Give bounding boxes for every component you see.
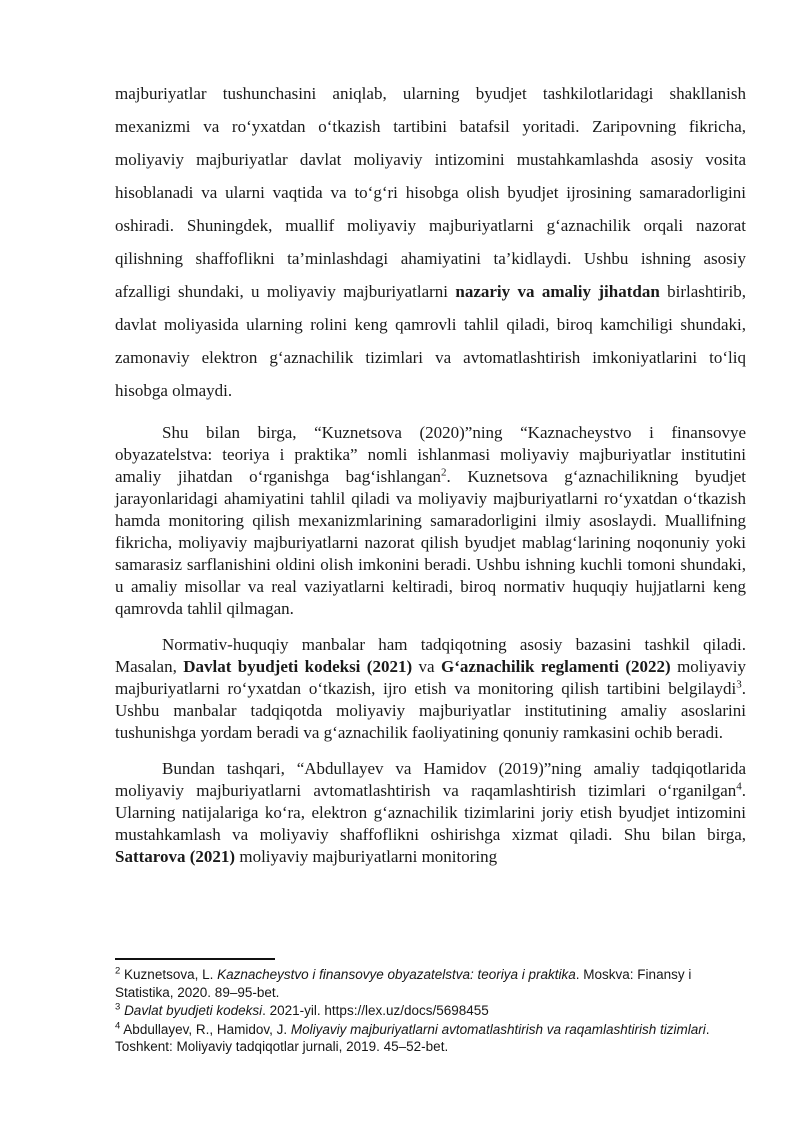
footnote-number: 3 <box>115 1001 121 1013</box>
bold-run: nazariy va amaliy jihatdan <box>455 282 660 301</box>
italic-title: Davlat byudjeti kodeksi <box>124 1003 263 1018</box>
text-run: . Moskva: Finansy i Statistika, 2020. 89–95-bet. <box>115 967 692 1000</box>
text-run: Kuznetsova, L. <box>120 967 218 982</box>
footnote-marker-3: 3 <box>736 678 742 691</box>
text-run: va <box>412 657 441 676</box>
paragraph-abdullayev <box>115 758 746 868</box>
footnote-marker-2: 2 <box>441 466 447 479</box>
footnote-2 <box>115 966 747 1001</box>
footnote-url: . 2021-yil. https://lex.uz/docs/5698455 <box>262 1003 489 1018</box>
bold-run: Davlat byudjeti kodeksi (2021) <box>183 657 413 676</box>
text-run: . Ushbu manbalar tadqiqotda moliyaviy majburiyatlar institutining amaliy asoslarini tushunishga yordam beradi va gʻaznachilik faoliyatining qonuniy ramkasini ochib beradi. <box>115 679 746 742</box>
document-body <box>115 77 746 882</box>
italic-title: Kaznacheystvo i finansovye obyazatelstva: teoriya i praktika <box>217 967 576 982</box>
text-run: . Ularning natijalariga koʻra, elektron gʻaznachilik tizimlarini joriy etish byudjet intizomini mustahkamlash va moliyaviy shaffoflikni oshirishga xizmat qiladi. Shu bilan birga, <box>115 781 746 844</box>
text-run: moliyaviy majburiyatlarni monitoring <box>235 847 498 866</box>
text-run: Shu bilan birga, “Kuznetsova (2020)”ning “Kaznacheystvo i finansovye obyazatelstva: teoriya i praktika” nomli ishlanmasi moliyaviy majburiyatlar institutini amaliy jihatdan oʻrganishga bagʻishlangan <box>115 423 746 486</box>
footnotes-section <box>115 958 747 1057</box>
text-run: . Toshkent: Moliyaviy tadqiqotlar jurnali, 2019. 45–52-bet. <box>115 1021 710 1054</box>
footnote-number: 4 <box>115 1020 121 1031</box>
footnote-number: 2 <box>115 965 121 977</box>
footnote-4 <box>115 1021 747 1056</box>
text-run: moliyaviy majburiyatlarni roʻyxatdan oʻtkazish, ijro etish va monitoring qilish tartibini belgilaydi <box>115 657 747 698</box>
paragraph-kuznetsova <box>115 422 746 620</box>
text-run: . Kuznetsova gʻaznachilikning byudjet jarayonlaridagi ahamiyatini tahlil qiladi va moliyaviy majburiyatlarni roʻyxatdan oʻtkazish hamda monitoring qilish mexanizmlarining samaradorligini ilmiy asoslaydi. Muallifning fikricha, moliyaviy majburiyatlarni nazorat qilish byudjet mablagʻlarining noqonuniy yoki samarasiz sarflanishini oldini olish imkonini beradi. Ushbu ishning kuchli tomoni shundaki, u amaliy misollar va real vaziyatlarni keltiradi, biroq normativ huquqiy hujjatlarni keng qamrovda tahlil qilmagan. <box>115 467 746 618</box>
bold-run: Sattarova (2021) <box>115 847 236 866</box>
paragraph-continuation <box>115 77 746 407</box>
text-run: Abdullayev, R., Hamidov, J. <box>120 1021 291 1037</box>
footnote-separator <box>115 958 275 960</box>
text-run: majburiyatlar tushunchasini aniqlab, ularning byudjet tashkilotlaridagi shakllanish mexanizmi va roʻyxatdan oʻtkazish tartibini batafsil yoritadi. Zaripovning fikricha, moliyaviy majburiyatlar davlat moliyaviy intizomini mustahkamlashda asosiy vosita hisoblanadi va ularni vaqtida va toʻgʻri hisobga olish byudjet ijrosining samaradorligini oshiradi. Shuningdek, muallif moliyaviy majburiyatlarni gʻaznachilik orqali nazorat qilishning shaffoflikni ta’minlashdagi ahamiyatini ta’kidlaydi. Ushbu ishning asosiy afzalligi shundaki, u moliyaviy majburiyatlarni <box>115 84 746 301</box>
footnote-3 <box>115 1002 747 1020</box>
text-run: Normativ-huquqiy manbalar ham tadqiqotning asosiy bazasini tashkil qiladi. Masalan, <box>115 635 746 676</box>
footnote-marker-4: 4 <box>736 780 742 793</box>
bold-run: Gʻaznachilik reglamenti (2022) <box>440 657 671 676</box>
italic-title: Moliyaviy majburiyatlarni avtomatlashtirish va raqamlashtirish tizimlari <box>290 1021 706 1037</box>
text-run: Bundan tashqari, “Abdullayev va Hamidov (2019)”ning amaliy tadqiqotlarida moliyaviy majburiyatlarni avtomatlashtirish va raqamlashtirish tizimlari oʻrganilgan <box>115 759 746 800</box>
text-run: birlashtirib, davlat moliyasida ularning rolini keng qamrovli tahlil qiladi, biroq kamchiligi shundaki, zamonaviy elektron gʻaznachilik tizimlari va avtomatlashtirish imkoniyatlarini toʻliq hisobga olmaydi. <box>115 282 746 400</box>
paragraph-normative-sources <box>115 634 746 744</box>
